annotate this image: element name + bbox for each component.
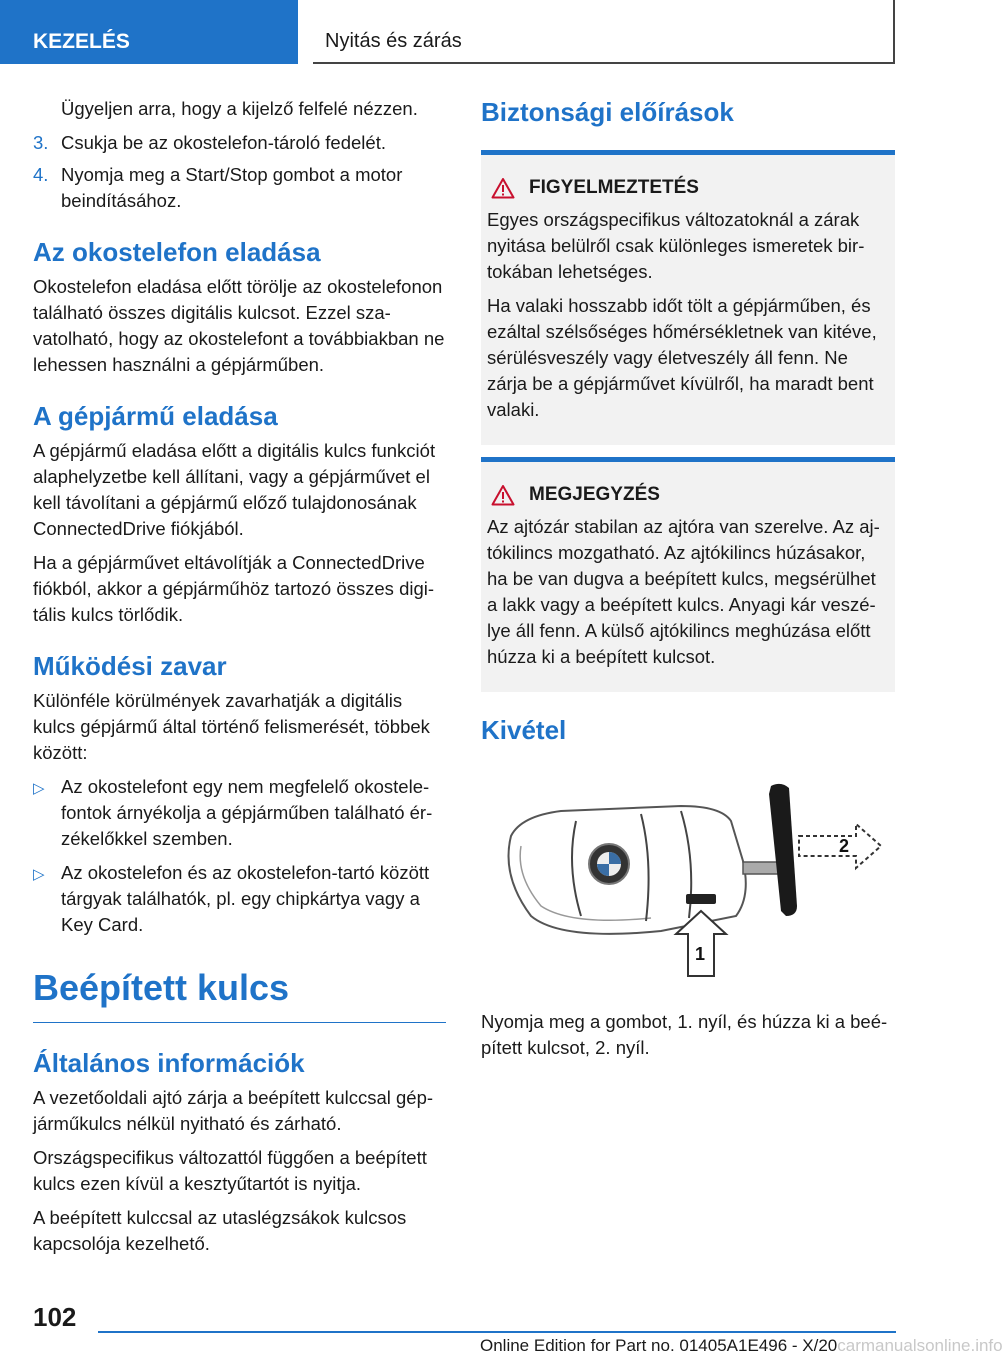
bullet-text: Az okostelefont egy nem megfelelő okostelefontok árnyékolja a gépjárműben található érzékelőkkel szemben. bbox=[61, 776, 433, 849]
note-p1: Az ajtózár stabilan az ajtóra van szerelve. Az ajtókilincs mozgatható. Az ajtókilincs húzásakor, ha be van dugva a beépített kulcs, megsérülhet a lakk vagy a beépített kulcs. Anyagi kár veszélye áll fenn. A külső ajtókilincs meghúzása előtt húzza ki a beépített kulcsot. bbox=[487, 516, 880, 667]
warning-box bbox=[481, 150, 895, 445]
warning-triangle-icon bbox=[491, 484, 515, 506]
heading-safety: Biztonsági előírások bbox=[481, 97, 734, 127]
heading-removal: Kivétel bbox=[481, 715, 567, 745]
heading-sell-phone: Az okostelefon eladása bbox=[33, 237, 321, 267]
chapter-header: Nyitás és zárás bbox=[313, 0, 895, 64]
note-title: MEGJEGYZÉS bbox=[529, 484, 660, 505]
step-text: Csukja be az okostelefon-tároló fedelét. bbox=[61, 132, 386, 153]
step-number: 4. bbox=[33, 164, 49, 185]
sell-phone-text: Okostelefon eladása előtt törölje az okostelefonon található összes digitális kulcsot. Ezzel szavatolható, hogy az okostelefont a továbbiakban ne lehessen használni a gépjárműben. bbox=[33, 276, 445, 375]
footer-divider bbox=[98, 1331, 896, 1333]
step-item bbox=[33, 130, 446, 156]
warning-p2: Ha valaki hosszabb időt tölt a gépjárműben, és ezáltal szélsőséges hőmérsékletnek van kitéve, sérülésveszély vagy életveszély áll fenn. Ne zárja be a gépjárművet kívülről, ha maradt bent valaki. bbox=[487, 295, 877, 420]
page-number: 102 bbox=[33, 1302, 77, 1332]
heading-malfunction: Működési zavar bbox=[33, 651, 227, 681]
list-item bbox=[33, 860, 446, 938]
watermark-text: carmanualsonline.info bbox=[837, 1336, 1003, 1355]
builtin-key-p3: A beépített kulccsal az utaslégzsákok kulcsos kapcsolója kezelhető. bbox=[33, 1207, 407, 1254]
intro-line: Ügyeljen arra, hogy a kijelző felfelé nézzen. bbox=[61, 98, 418, 119]
triangle-bullet-icon: ▷ bbox=[33, 780, 45, 797]
warning-triangle-icon bbox=[491, 177, 515, 199]
note-box bbox=[481, 457, 895, 692]
builtin-key-p2: Országspecifikus változattól függően a beépített kulcs ezen kívül a kesztyűtartót is nyitja. bbox=[33, 1147, 427, 1194]
subheading-general-info: Általános információk bbox=[33, 1048, 305, 1078]
bullet-text: Az okostelefon és az okostelefon-tartó között tárgyak találhatók, pl. egy chipkártya vagy a Key Card. bbox=[61, 862, 430, 935]
list-item bbox=[33, 774, 446, 852]
sell-car-p1: A gépjármű eladása előtt a digitális kulcs funkciót alaphelyzetbe kell állítani, vagy a gépjárművet el kell távolítani a gépjármű előző tulajdonosának ConnectedDrive fiókjából. bbox=[33, 440, 436, 539]
arrow-2-label: 2 bbox=[839, 836, 850, 856]
heading-sell-car: A gépjármű eladása bbox=[33, 401, 278, 431]
warning-title-row bbox=[487, 177, 889, 199]
triangle-bullet-icon: ▷ bbox=[33, 866, 45, 883]
left-column bbox=[33, 96, 446, 1265]
warning-title: FIGYELMEZTETÉS bbox=[529, 177, 699, 198]
builtin-key-p1: A vezetőoldali ajtó zárja a beépített kulccsal gépjárműkulcs nélkül nyitható és zárható. bbox=[33, 1087, 434, 1134]
section-header: KEZELÉS bbox=[0, 0, 298, 64]
step-number: 3. bbox=[33, 132, 49, 153]
edition-text: Online Edition for Part no. 01405A1E496 - X/20 bbox=[480, 1336, 838, 1355]
step-text: Nyomja meg a Start/Stop gombot a motor beindításához. bbox=[61, 164, 403, 211]
warning-p1: Egyes országspecifikus változatoknál a zárak nyitása belülről csak különleges ismeretek birtokában lehetséges. bbox=[487, 209, 865, 282]
malfunction-text: Különféle körülmények zavarhatják a digitális kulcs gépjármű által történő felismerését, többek között: bbox=[33, 690, 430, 763]
right-column bbox=[481, 96, 895, 1069]
note-title-row bbox=[487, 484, 889, 506]
heading-builtin-key: Beépített kulcs bbox=[33, 966, 446, 1023]
footer-edition bbox=[480, 1336, 1003, 1356]
sell-car-p2: Ha a gépjárművet eltávolítják a ConnectedDrive fiókból, akkor a gépjárműhöz tartozó összes digitális kulcs törlődik. bbox=[33, 552, 435, 625]
removal-text: Nyomja meg a gombot, 1. nyíl, és húzza ki a beépített kulcsot, 2. nyíl. bbox=[481, 1011, 888, 1058]
key-removal-illustration bbox=[481, 766, 895, 976]
step-item bbox=[33, 162, 446, 214]
arrow-1-label: 1 bbox=[695, 944, 706, 964]
